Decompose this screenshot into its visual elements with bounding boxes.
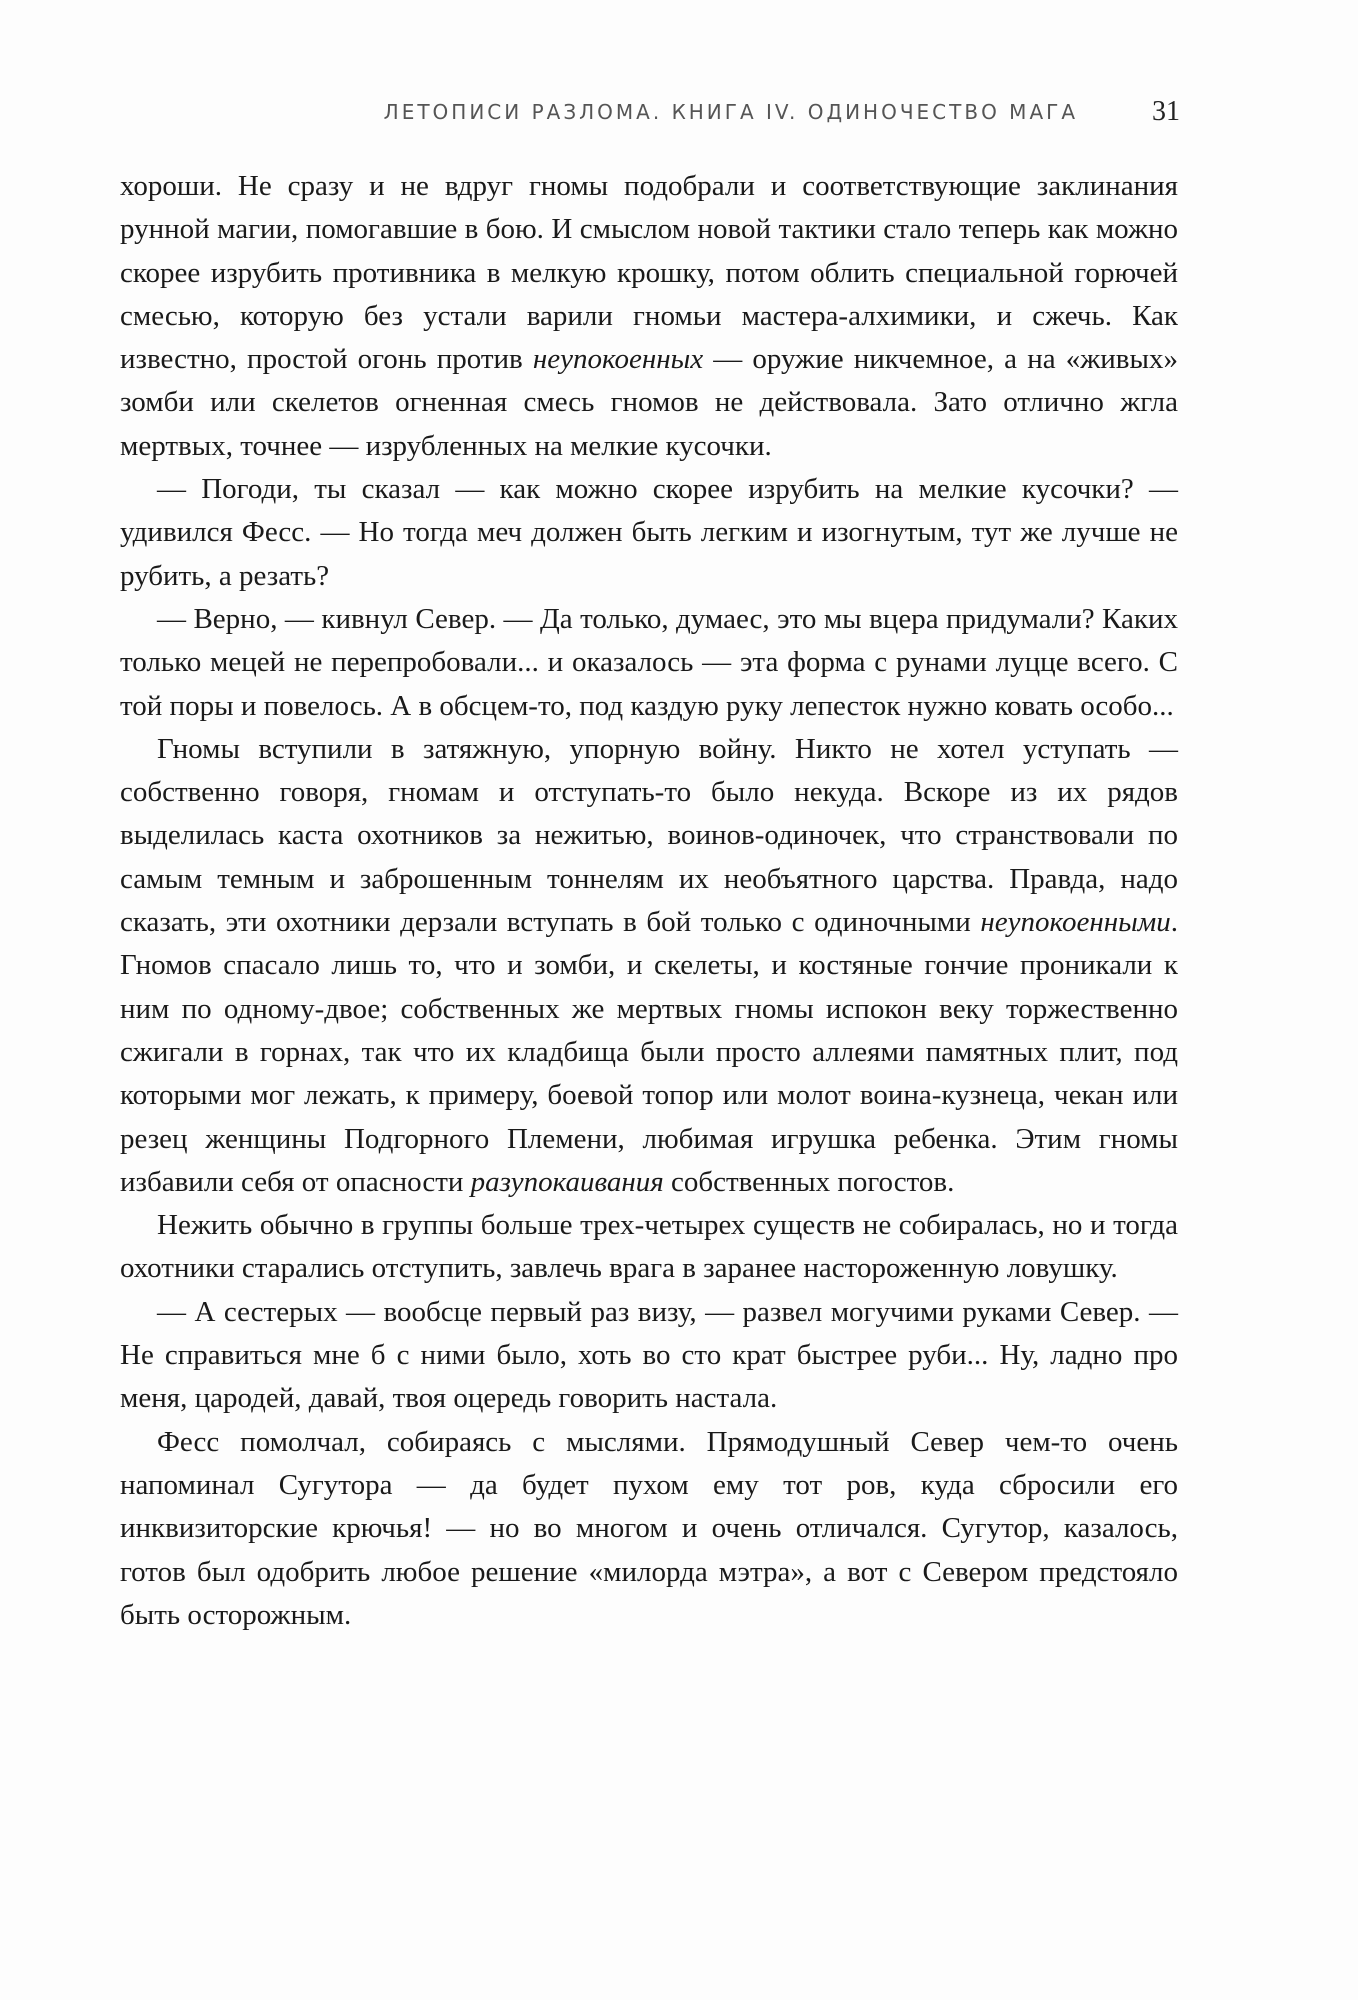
text-segment: Фесс помолчал, собираясь с мыслями. Прямодушный Север чем-то очень напоминал Сугутора — да будет пухом ему тот ров, куда сбросили его инквизиторские крючья! — но во многом и очень отличался. Сугутор, казалось, готов был одобрить любое решение «милорда мэтра», а вот с Севером предстояло быть осторожным. <box>120 1425 1178 1631</box>
running-head <box>120 96 1180 136</box>
paragraph <box>120 1291 1178 1421</box>
italic-term: неупокоенными <box>980 906 1171 939</box>
paragraph <box>120 598 1178 728</box>
text-segment: Гномы вступили в затяжную, упорную войну. Никто не хотел уступать — собственно говоря, гномам и отступать-то было некуда. Вскоре из их рядов выделилась каста охотников за нежитью, воинов-одиночек, что странствовали по самым темным и заброшенным тоннелям их необъятного царства. Правда, надо сказать, эти охотники дерзали вступать в бой только с одиночными <box>120 732 1178 939</box>
text-segment: собственных погостов. <box>663 1165 955 1198</box>
page-number: 31 <box>1152 96 1180 127</box>
paragraph <box>120 468 1178 598</box>
italic-term: неупокоенных <box>532 343 704 376</box>
text-segment: — Погоди, ты сказал — как можно скорее изрубить на мелкие кусочки? — удивился Фесс. — Но тогда меч должен быть легким и изогнутым, тут же лучше не рубить, а резать? <box>120 473 1178 592</box>
text-segment: Нежить обычно в группы больше трех-четырех существ не собиралась, но и тогда охотники старались отступить, завлечь врага в заранее настороженную ловушку. <box>120 1209 1178 1285</box>
paragraph <box>120 1421 1178 1637</box>
paragraph <box>120 728 1178 1204</box>
text-segment: . Гномов спасало лишь то, что и зомби, и скелеты, и костяные гончие проникали к ним по одному-двое; собственных же мертвых гномы испокон веку торжественно сжигали в горнах, так что их кладбища были просто аллеями памятных плит, под которыми мог лежать, к примеру, боевой топор или молот воина-кузнеца, чекан или резец женщины Подгорного Племени, любимая игрушка ребенка. Этим гномы избавили себя от опасности <box>120 906 1178 1198</box>
text-segment: — оружие никчемное, а на «живых» зомби или скелетов огненная смесь гномов не действовала. Зато отлично жгла мертвых, точнее — изрубленных на мелкие кусочки. <box>120 343 1178 462</box>
text-segment: — Верно, — кивнул Север. — Да только, думаес, это мы вцера придумали? Каких только мецей не перепробовали... и оказалось — эта форма с рунами луцце всего. С той поры и повелось. А в обсцем-то, под каздую руку лепесток нужно ковать особо... <box>120 602 1178 722</box>
italic-term: разупокаивания <box>470 1165 664 1198</box>
body-text <box>120 165 1178 1637</box>
text-segment: — А сестерых — вообсце первый раз визу, — развел могучими руками Север. — Не справиться мне б с ними было, хоть во сто крат быстрее руби... Ну, ладно про меня, цародей, давай, твоя оцередь говорить настала. <box>120 1295 1178 1415</box>
running-title: ЛЕТОПИСИ РАЗЛОМА. КНИГА IV. ОДИНОЧЕСТВО МАГА <box>383 100 1078 124</box>
paragraph <box>120 1204 1178 1291</box>
paragraph <box>120 165 1178 468</box>
text-segment: хороши. Не сразу и не вдруг гномы подобрали и соответствующие заклинания рунной магии, помогавшие в бою. И смыслом новой тактики стало теперь как можно скорее изрубить противника в мелкую крошку, потом облить специальной горючей смесью, которую без устали варили гномьи мастера-алхимики, и сжечь. Как известно, простой огонь против <box>120 170 1178 376</box>
